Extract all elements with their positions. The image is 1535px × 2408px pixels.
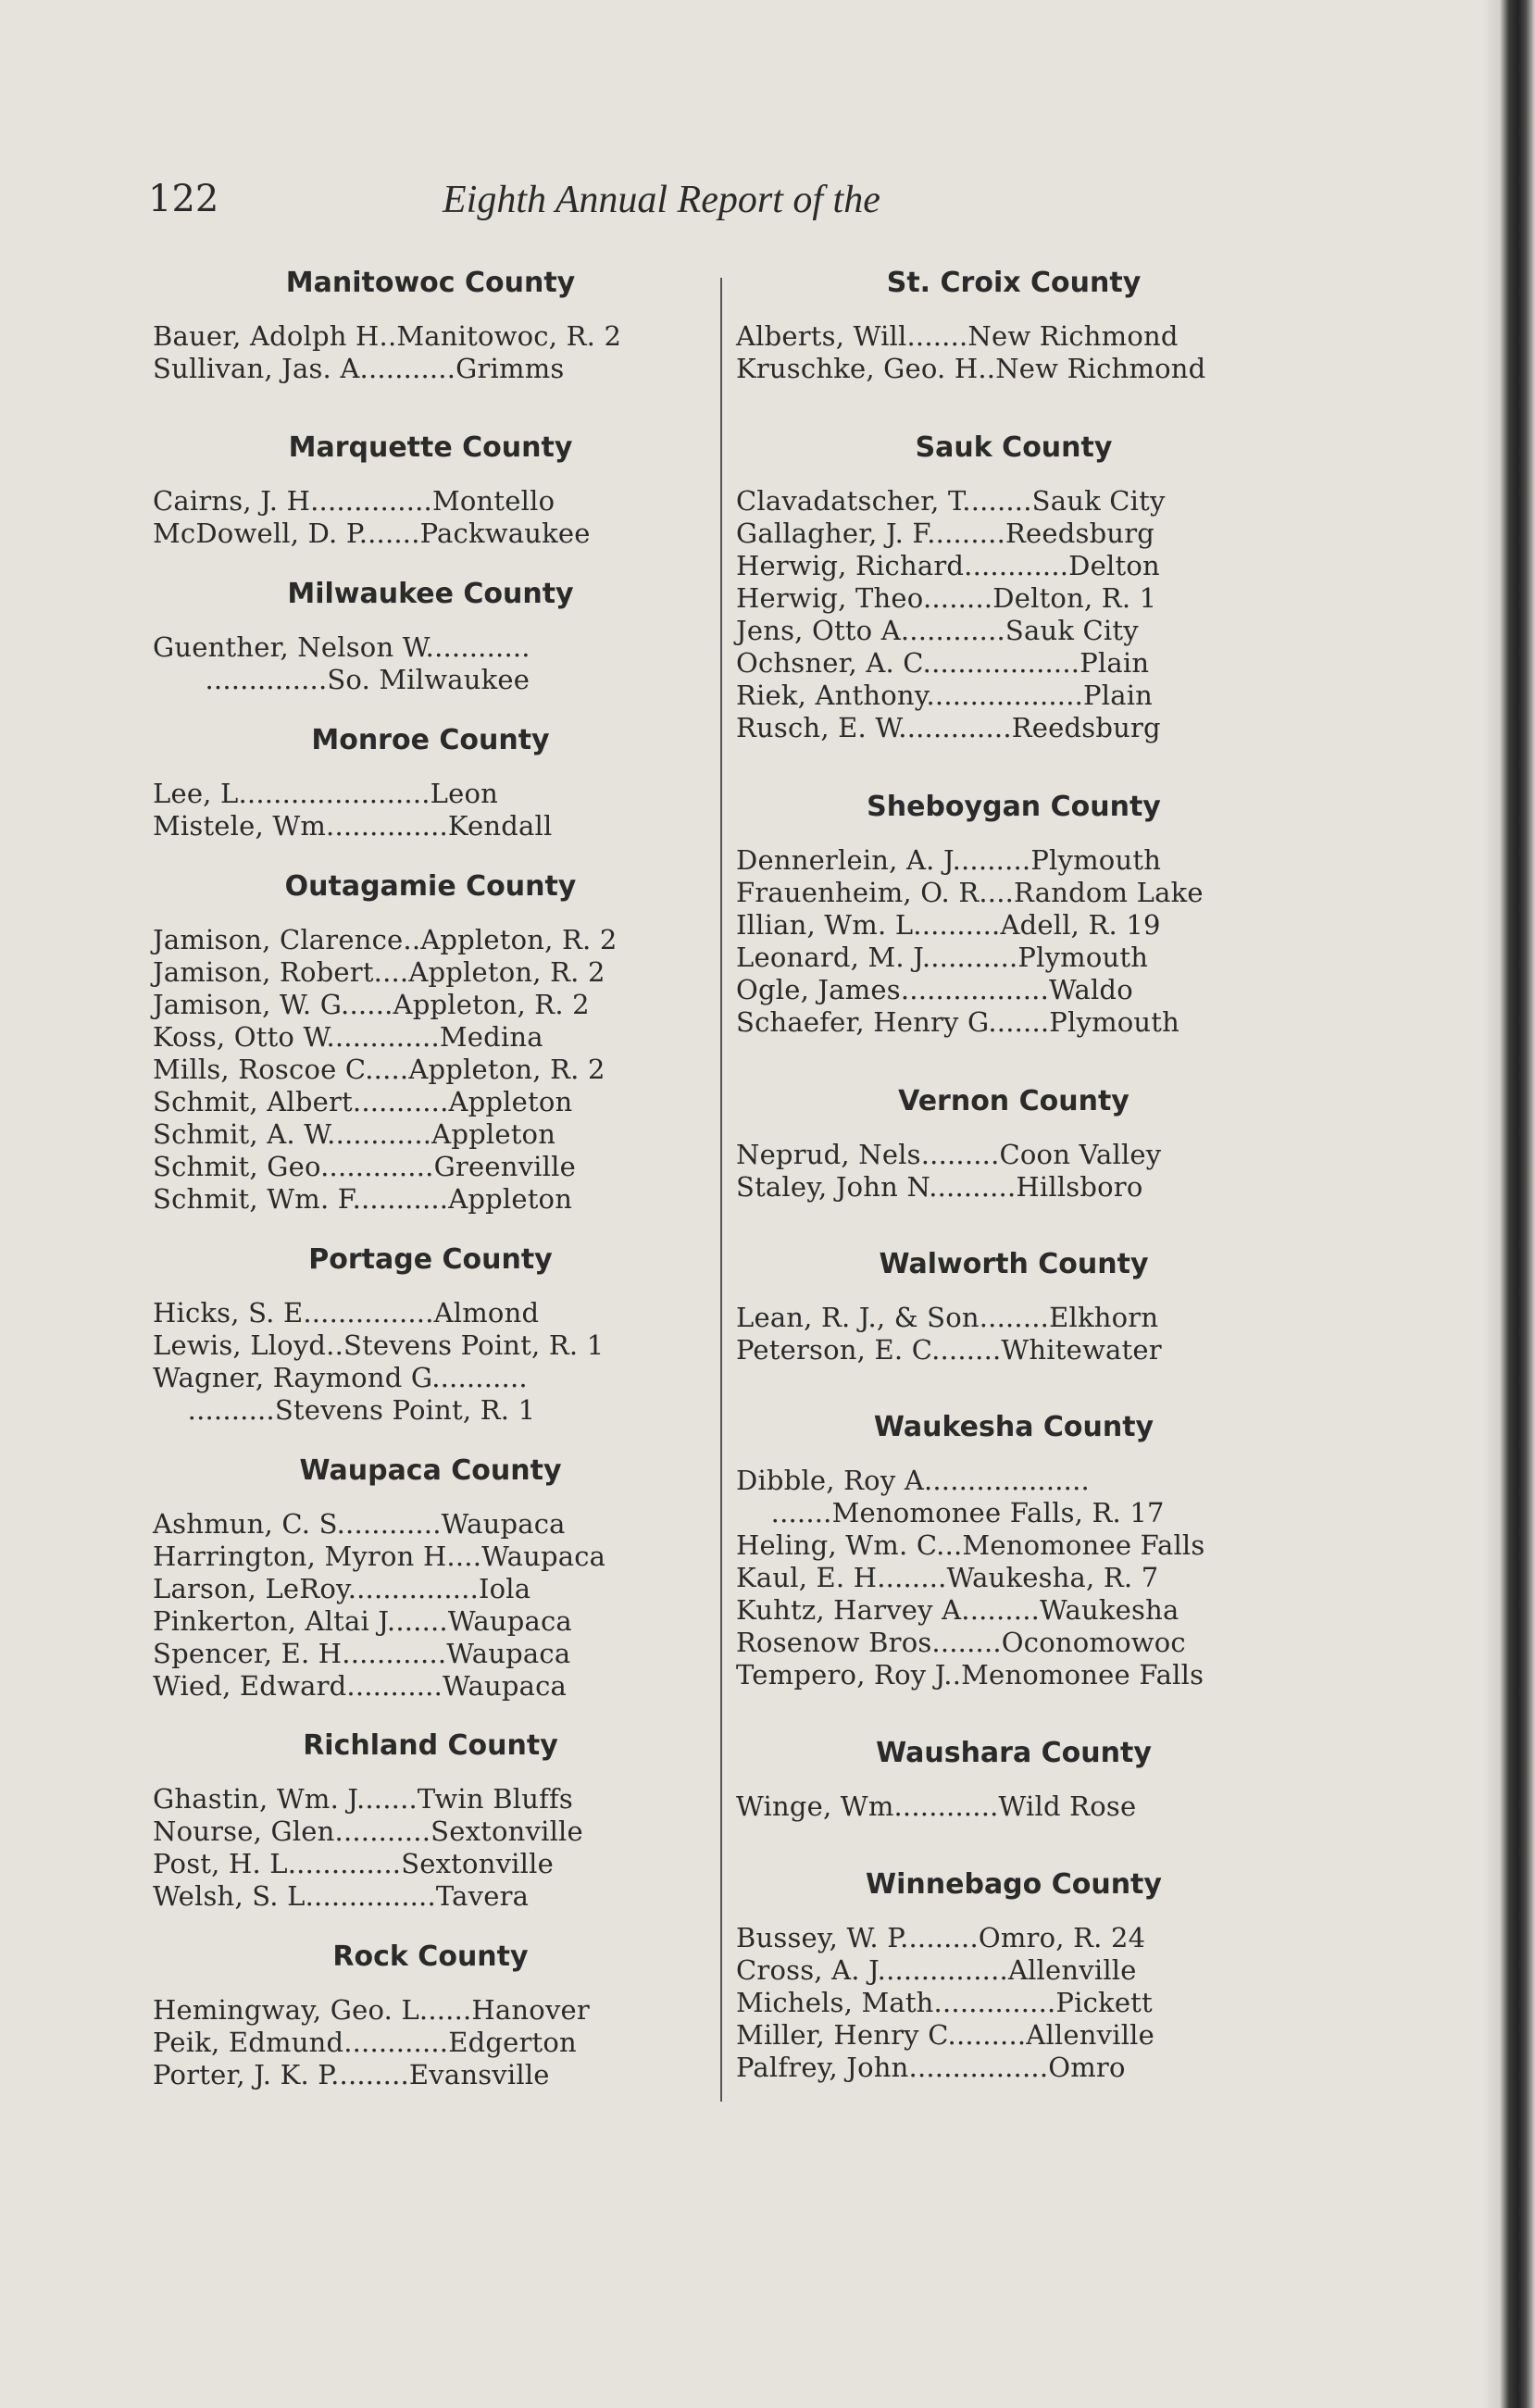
list-item: Neprud, Nels.........Coon Valley [736, 1139, 1162, 1170]
list-item: ..........Stevens Point, R. 1 [153, 1394, 536, 1426]
county-heading: Outagamie County [284, 870, 577, 903]
list-item: Schmit, A. W............Appleton [153, 1118, 556, 1150]
county-heading: St. Croix County [886, 267, 1142, 299]
county-section [736, 791, 1292, 1039]
list-item: Ochsner, A. C..................Plain [736, 647, 1150, 679]
county-section [153, 578, 708, 696]
county-heading: Waukesha County [873, 1411, 1154, 1443]
county-heading: Walworth County [879, 1248, 1149, 1280]
list-item: Guenther, Nelson W............ [153, 631, 530, 663]
county-section [153, 1940, 708, 2091]
list-item: Michels, Math..............Pickett [736, 1987, 1153, 2018]
county-heading: Sheboygan County [867, 791, 1161, 823]
list-item: Jamison, Clarence..Appleton, R. 2 [153, 924, 618, 955]
county-heading: Winnebago County [866, 1868, 1162, 1901]
list-item: ..............So. Milwaukee [153, 664, 530, 695]
list-item: Welsh, S. L...............Tavera [153, 1880, 530, 1912]
list-item: Miller, Henry C.........Allenville [736, 2019, 1155, 2051]
list-item: Winge, Wm............Wild Rose [736, 1790, 1137, 1822]
county-section [153, 724, 708, 842]
list-item: Post, H. L.............Sextonville [153, 1848, 554, 1879]
list-item: Heling, Wm. C...Menomonee Falls [736, 1529, 1205, 1561]
binding-edge [1481, 0, 1535, 2408]
list-item: Alberts, Will.......New Richmond [736, 320, 1179, 352]
list-item: Rosenow Bros........Oconomowoc [736, 1627, 1186, 1658]
list-item: Dennerlein, A. J.........Plymouth [736, 844, 1162, 876]
list-item: Ashmun, C. S............Waupaca [153, 1508, 566, 1540]
list-item: Rusch, E. W.............Reedsburg [736, 712, 1161, 743]
county-heading: Vernon County [898, 1085, 1129, 1117]
list-item: Frauenheim, O. R....Random Lake [736, 877, 1204, 908]
county-section [736, 1248, 1292, 1366]
list-item: Pinkerton, Altai J.......Waupaca [153, 1605, 572, 1637]
list-item: Harrington, Myron H....Waupaca [153, 1541, 606, 1572]
list-item: Kruschke, Geo. H..New Richmond [736, 353, 1206, 384]
list-item: Wagner, Raymond G........... [153, 1362, 528, 1393]
list-item: Spencer, E. H............Waupaca [153, 1638, 571, 1669]
list-item: Peik, Edmund............Edgerton [153, 2027, 577, 2058]
list-item: Schmit, Wm. F...........Appleton [153, 1183, 573, 1215]
county-section [736, 1868, 1292, 2084]
list-item: Kuhtz, Harvey A.........Waukesha [736, 1594, 1179, 1626]
county-heading: Milwaukee County [287, 578, 574, 610]
county-heading: Portage County [308, 1243, 553, 1276]
list-item: Mills, Roscoe C.....Appleton, R. 2 [153, 1054, 605, 1085]
county-section [736, 431, 1292, 744]
list-item: Hemingway, Geo. L......Hanover [153, 1994, 590, 2026]
county-heading: Marquette County [288, 431, 573, 464]
county-section [153, 1729, 708, 1913]
county-heading: Waushara County [876, 1737, 1152, 1769]
list-item: Larson, LeRoy...............Iola [153, 1573, 531, 1604]
running-title: Eighth Annual Report of the [443, 179, 880, 221]
list-item: Bauer, Adolph H..Manitowoc, R. 2 [153, 320, 622, 352]
list-item: Gallagher, J. F.........Reedsburg [736, 518, 1155, 549]
list-item: .......Menomonee Falls, R. 17 [736, 1497, 1165, 1528]
county-section [736, 267, 1292, 385]
column-divider [720, 278, 722, 2102]
list-item: Lee, L......................Leon [153, 778, 499, 809]
county-heading: Sauk County [915, 431, 1113, 464]
list-item: Tempero, Roy J..Menomonee Falls [736, 1659, 1204, 1691]
list-item: Porter, J. K. P.........Evansville [153, 2059, 550, 2090]
list-item: Leonard, M. J...........Plymouth [736, 942, 1149, 973]
page-header [148, 178, 981, 233]
list-item: Cairns, J. H..............Montello [153, 485, 555, 517]
list-item: Cross, A. J...............Allenville [736, 1954, 1137, 1986]
list-item: Schmit, Geo.............Greenville [153, 1151, 576, 1182]
list-item: Ogle, James.................Waldo [736, 974, 1133, 1005]
list-item: Schaefer, Henry G.......Plymouth [736, 1006, 1180, 1038]
list-item: Wied, Edward...........Waupaca [153, 1670, 568, 1702]
county-section [153, 431, 708, 550]
list-item: Jamison, Robert....Appleton, R. 2 [153, 956, 605, 988]
list-item: Ghastin, Wm. J.......Twin Bluffs [153, 1783, 574, 1815]
list-item: Jamison, W. G......Appleton, R. 2 [153, 989, 590, 1020]
county-heading: Waupaca County [299, 1454, 562, 1487]
list-item: Dibble, Roy A................... [736, 1465, 1090, 1496]
list-item: Bussey, W. P.........Omro, R. 24 [736, 1922, 1146, 1953]
county-section [153, 1454, 708, 1703]
list-item: Koss, Otto W.............Medina [153, 1021, 543, 1053]
list-item: Palfrey, John................Omro [736, 2052, 1126, 2083]
list-item: Schmit, Albert...........Appleton [153, 1086, 573, 1117]
list-item: Herwig, Theo........Delton, R. 1 [736, 582, 1157, 614]
list-item: Peterson, E. C........Whitewater [736, 1334, 1162, 1366]
list-item: Illian, Wm. L..........Adell, R. 19 [736, 909, 1161, 941]
county-section [736, 1411, 1292, 1691]
page-number: 122 [148, 178, 219, 220]
list-item: Kaul, E. H........Waukesha, R. 7 [736, 1562, 1159, 1593]
list-item: Clavadatscher, T........Sauk City [736, 485, 1166, 517]
list-item: Herwig, Richard............Delton [736, 550, 1160, 581]
county-section [736, 1085, 1292, 1204]
list-item: McDowell, D. P.......Packwaukee [153, 518, 591, 549]
list-item: Mistele, Wm..............Kendall [153, 810, 553, 842]
county-heading: Manitowoc County [285, 267, 576, 299]
list-item: Nourse, Glen...........Sextonville [153, 1815, 583, 1847]
county-section [153, 870, 708, 1216]
county-section [153, 1243, 708, 1427]
list-item: Staley, John N..........Hillsboro [736, 1171, 1143, 1203]
list-item: Lewis, Lloyd..Stevens Point, R. 1 [153, 1329, 605, 1361]
county-section [736, 1737, 1292, 1823]
list-item: Jens, Otto A............Sauk City [736, 615, 1139, 646]
county-heading: Monroe County [311, 724, 550, 756]
list-item: Hicks, S. E...............Almond [153, 1297, 540, 1329]
list-item: Riek, Anthony..................Plain [736, 680, 1154, 711]
county-heading: Rock County [332, 1940, 529, 1973]
county-heading: Richland County [303, 1729, 558, 1762]
list-item: Sullivan, Jas. A...........Grimms [153, 353, 565, 384]
county-section [153, 267, 708, 385]
list-item: Lean, R. J., & Son........Elkhorn [736, 1302, 1159, 1333]
